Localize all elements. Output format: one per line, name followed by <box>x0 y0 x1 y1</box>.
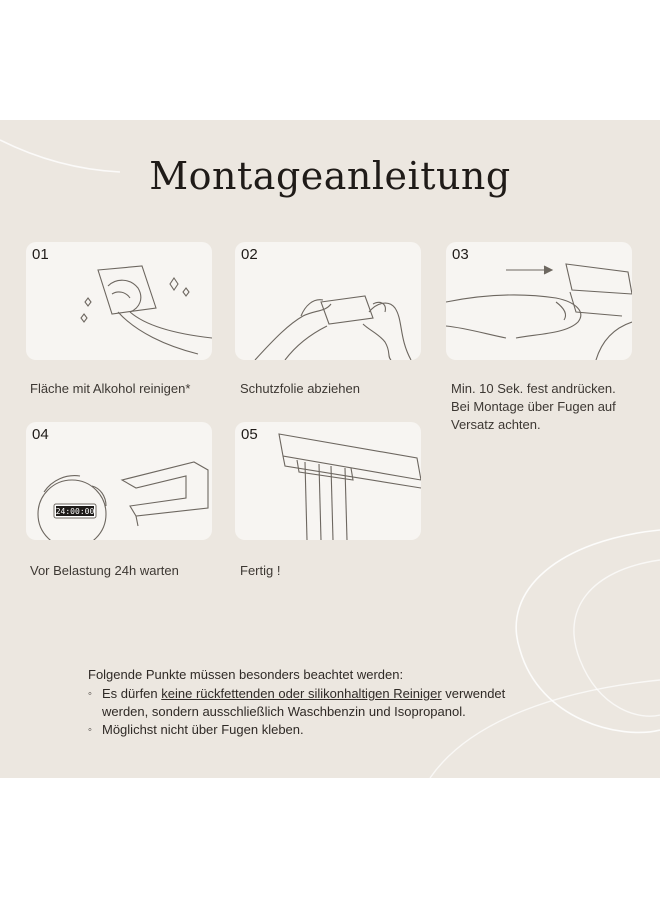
step-number: 01 <box>32 246 49 263</box>
notes-item <box>88 685 608 721</box>
step-4-caption: Vor Belastung 24h warten <box>30 563 179 578</box>
step-number: 03 <box>452 246 469 263</box>
step-number: 04 <box>32 426 49 443</box>
wait-timer-illustration <box>26 422 212 540</box>
step-3-caption <box>451 380 616 434</box>
notes-text: werden, sondern ausschließlich Waschbenzin und Isopropanol. <box>102 704 466 719</box>
page-title: Montageanleitung <box>149 154 511 198</box>
notes-heading: Folgende Punkte müssen besonders beachtet werden: <box>88 667 404 682</box>
press-firmly-illustration <box>446 242 632 360</box>
step-4-card <box>26 422 212 540</box>
notes-text: verwendet <box>441 686 506 701</box>
step-3-caption-line: Bei Montage über Fugen auf <box>451 399 616 414</box>
notes-text: Möglichst nicht über Fugen kleben. <box>102 722 304 737</box>
step-5-card <box>235 422 421 540</box>
peel-film-illustration <box>235 242 421 360</box>
step-1-card <box>26 242 212 360</box>
wipe-surface-illustration <box>26 242 212 360</box>
step-2-card <box>235 242 421 360</box>
bullet-icon: ◦ <box>88 724 92 736</box>
step-3-card <box>446 242 632 360</box>
step-number: 02 <box>241 246 258 263</box>
timer-display: 24:00:00 <box>55 507 95 516</box>
step-1-caption: Fläche mit Alkohol reinigen* <box>30 381 191 396</box>
step-3-caption-line: Versatz achten. <box>451 417 541 432</box>
step-3-caption-line: Min. 10 Sek. fest andrücken. <box>451 381 616 396</box>
step-number: 05 <box>241 426 258 443</box>
step-2-caption: Schutzfolie abziehen <box>240 381 360 396</box>
step-5-caption: Fertig ! <box>240 563 281 578</box>
bullet-icon: ◦ <box>88 688 92 700</box>
notes-underlined-text: keine rückfettenden oder silikonhaltigen Reiniger <box>161 686 442 701</box>
finished-shelf-illustration <box>235 422 421 540</box>
notes-item <box>88 721 608 739</box>
notes-text: Es dürfen <box>102 686 162 701</box>
instruction-panel <box>0 120 660 778</box>
notes-section <box>88 666 608 739</box>
